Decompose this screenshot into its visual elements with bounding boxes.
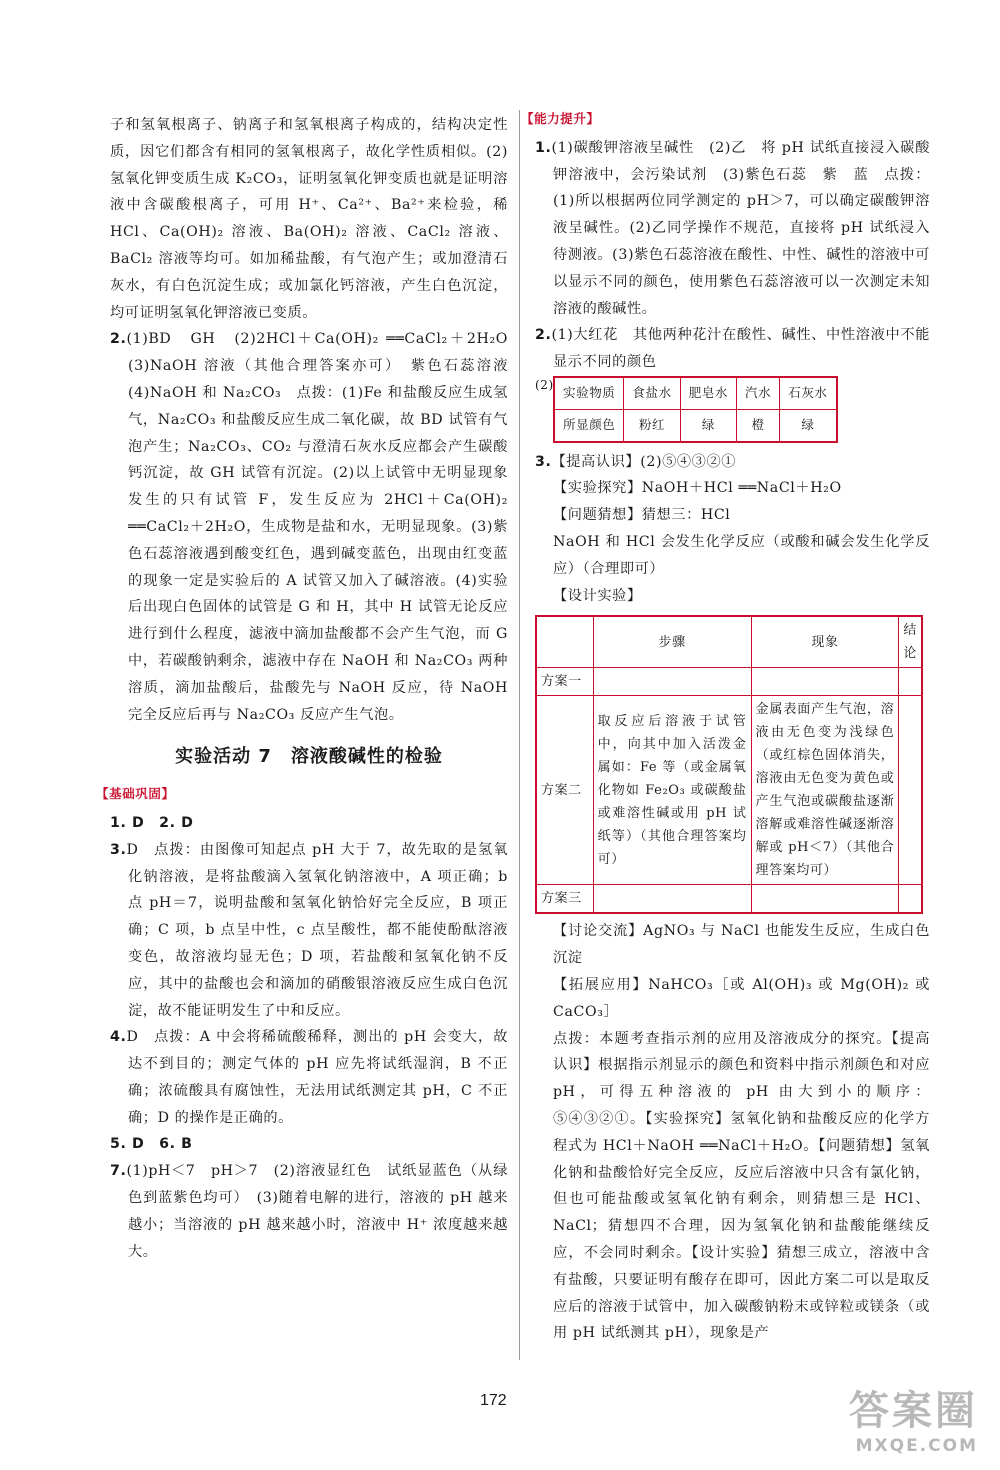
answer-2-text: (1)BD GH (2)2HCl＋Ca(OH)₂ ══CaCl₂＋2H₂O (3)NaOH 溶液（其他合理答案亦可） 紫色石蕊溶液 (4)NaOH 和 Na₂CO₃ 点拨：(1)Fe 和盐酸反应生成氢气，Na₂CO₃ 和盐酸反应生成二氧化碳，故 BD 试管有气泡产生；Na₂CO₃、CO₂ 与澄清石灰水反应都会产生碳酸钙沉淀，故 GH 试管有沉淀。(2)以上试管中无明显现象发生的只有试管 F，发生反应为 2HCl＋Ca(OH)₂ ══CaCl₂＋2H₂O，生成物是盐和水，无明显现象。(3)紫色石蕊溶液遇到酸变红色，遇到碱变蓝色，出现由红变蓝的现象一定是实验后的 A 试管又加入了碱溶液。(4)实验后出现白色固体的试管是 G 和 H，其中 H 试管无论反应进行到什么程度，滤液中滴加盐酸都不会产生气泡，而 G 中，若碳酸钠剩余，滤液中存在 NaOH 和 Na₂CO₃ 两种溶质，滴加盐酸后，盐酸先与 NaOH 反应，待 NaOH 完全反应后再与 Na₂CO₃ 反应产生气泡。 — [126, 331, 523, 723]
answer-r2-text: (1)大红花 其他两种花汁在酸性、碱性、中性溶液中不能显示不同的颜色 — [551, 327, 930, 371]
answer-r3-g: 【拓展应用】NaHCO₃［或 Al(OH)₃ 或 Mg(OH)₂ 或 CaCO₃］ — [553, 976, 930, 1020]
answer-r3-h: 点拨：本题考查指示剂的应用及溶液成分的探究。【提高认识】根据指示剂显示的颜色和资料中指示剂颜色和对应 pH，可得五种溶液的 pH 由大到小的顺序：⑤④③②①。【实验探究】氢氧化钠和盐酸反应的化学方程式为 HCl＋NaOH ══NaCl＋H₂O。【问题猜想】氢氧化钠和盐酸恰好完全反应，反应后溶液中只含有氯化钠，但也可能盐酸或氢氧化钠有剩余，则猜想三是 HCl、NaCl；猜想四不合理，因为氢氧化钠和盐酸能继续反应，不会同时剩余。【设计实验】猜想三成立，溶液中含有盐酸，只要证明有酸存在即可，因此方案二可以是取反应后的溶液于试管中，加入碳酸钠粉末或锌粒或镁条（或用 pH 试纸测其 pH），现象是产 — [553, 1030, 930, 1342]
answer-3 — [110, 837, 508, 1025]
table-cell — [593, 885, 751, 914]
section-ability-label: 【能力提升】 — [521, 111, 600, 126]
table-cell: 食盐水 — [624, 377, 680, 409]
answer-continued: 子和氢氧根离子、钠离子和氢氧根离子构成的，结构决定性质，因它们都含有相同的氢氧根离子，故化学性质相似。(2)氢氧化钾变质生成 K₂CO₃，证明氢氧化钾变质也就是证明溶液中含碳酸根离子，可用 H⁺、Ca²⁺、Ba²⁺来检验，稀 HCl、Ca(OH)₂ 溶液、Ba(OH)₂ 溶液、CaCl₂ 溶液、BaCl₂ 溶液等均可。如加稀盐酸，有气泡产生；或加澄清石灰水，有白色沉淀生成；或加氯化钙溶液，产生白色沉淀，均可证明氢氧化钾溶液已变质。 — [110, 117, 508, 321]
table-cell — [899, 885, 922, 914]
answer-7-text: (1)pH＜7 pH＞7 (2)溶液显红色 试纸显蓝色（从绿色到蓝紫色均可） (3)随着电解的进行，溶液的 pH 越来越小；当溶液的 pH 越来越小时，溶液中 H⁺ 浓度越来越大。 — [126, 1163, 508, 1260]
q-number: 3. — [110, 841, 127, 858]
answer-7 — [110, 1158, 508, 1265]
q-number: 1. — [535, 139, 552, 156]
q-number: 4. — [110, 1029, 127, 1046]
answer-r3-e: 【设计实验】 — [553, 587, 642, 604]
experiment-table — [535, 615, 923, 914]
table-cell: 方案二 — [536, 696, 593, 885]
table-cell — [751, 668, 899, 696]
watermark — [849, 1379, 978, 1456]
answer-4-text: D 点拨：A 中会将稀硫酸稀释，测出的 pH 会变大，故达不到目的；测定气体的 pH 应先将试纸湿润，B 不正确；浓硫酸具有腐蚀性，无法用试纸测定其 pH，C 不正确；D 的操作是正确的。 — [126, 1029, 508, 1126]
table-row — [554, 409, 837, 441]
color-table — [553, 376, 838, 443]
table-row — [536, 668, 922, 696]
table-cell: 现象 — [751, 616, 899, 668]
table-cell: 橙 — [737, 409, 780, 441]
table-cell: 金属表面产生气泡，溶液由无色变为浅绿色（或红棕色固体消失，溶液由无色变为黄色或产生气泡或碳酸盐逐渐溶解或难溶性碱逐渐溶解或 pH＜7）（其他合理答案均可） — [751, 696, 899, 885]
answer-r3-a: 【提高认识】(2)⑤④③②① — [551, 453, 737, 470]
table-cell: 所显颜色 — [554, 409, 624, 441]
table-cell: 绿 — [780, 409, 837, 441]
answer-r3-f: 【讨论交流】AgNO₃ 与 NaCl 也能发生反应，生成白色沉淀 — [553, 923, 930, 967]
table-cell: 方案三 — [536, 885, 593, 914]
sub-label: (2) — [535, 377, 554, 392]
table-cell: 步骤 — [593, 616, 751, 668]
answer-r1 — [535, 135, 930, 323]
q-number: 2. — [535, 327, 552, 344]
table-cell: 肥皂水 — [680, 377, 736, 409]
table-cell — [751, 885, 899, 914]
table-header-row — [536, 616, 922, 668]
table-header-row — [554, 377, 837, 409]
table-cell: 取反应后溶液于试管中，向其中加入活泼金属如：Fe 等（或金属氧化物如 Fe₂O₃ 或碳酸盐或难溶性碱或用 pH 试纸等）（其他合理答案均可） — [593, 696, 751, 885]
table-cell: 结论 — [899, 616, 922, 668]
table-cell: 实验物质 — [554, 377, 624, 409]
answer-4 — [110, 1024, 508, 1131]
watermark-logo: 答案圈 — [849, 1388, 978, 1434]
answer-r1-text: (1)碳酸钾溶液呈碱性 (2)乙 将 pH 试纸直接浸入碳酸钾溶液中，会污染试剂 (3)紫色石蕊 紫 蓝 点拨：(1)所以根据两位同学测定的 pH＞7，可以确定碳酸钾溶液呈碱性。(2)乙同学操作不规范，直接将 pH 试纸浸入待测液。(3)紫色石蕊溶液在酸性、中性、碱性的溶液中可以显示不同的颜色，使用紫色石蕊溶液可以一次测定未知溶液的酸碱性。 — [551, 139, 930, 317]
table-cell — [899, 668, 922, 696]
table-cell — [899, 696, 922, 885]
table-row — [536, 696, 922, 885]
answer-r3 — [535, 449, 930, 476]
section-basic-label: 【基础巩固】 — [96, 786, 175, 802]
column-divider — [519, 110, 520, 1360]
table-cell: 石灰水 — [780, 377, 837, 409]
table-cell: 汽水 — [737, 377, 780, 409]
page-number: 172 — [480, 1392, 507, 1409]
answer-5-6: 5. D 6. B — [110, 1136, 193, 1153]
table-cell — [593, 668, 751, 696]
q-number: 2. — [110, 331, 127, 348]
table-cell — [536, 616, 593, 668]
answer-r2 — [535, 322, 930, 376]
color-table-wrap — [535, 376, 930, 443]
left-column — [96, 112, 523, 1265]
section-title: 实验活动 7 溶液酸碱性的检验 — [175, 746, 443, 768]
q-number: 7. — [110, 1163, 127, 1180]
answer-r3-d: NaOH 和 HCl 会发生化学反应（或酸和碱会发生化学反应）（合理即可） — [553, 533, 930, 577]
watermark-url: MXQE.COM — [855, 1436, 978, 1456]
answer-r3-b: 【实验探究】NaOH＋HCl ══NaCl＋H₂O — [553, 480, 842, 497]
table-cell: 粉红 — [624, 409, 680, 441]
table-cell: 方案一 — [536, 668, 593, 696]
table-cell: 绿 — [680, 409, 736, 441]
q-number: 3. — [535, 453, 552, 470]
table-row — [536, 885, 922, 914]
answer-1-2: 1. D 2. D — [110, 814, 194, 831]
answer-3-text: D 点拨：由图像可知起点 pH 大于 7，故先取的是氢氧化钠溶液，是将盐酸滴入氢氧化钠溶液中，A 项正确；b 点 pH＝7，说明盐酸和氢氧化钠恰好完全反应，B 项正确；C 项，b 点呈中性，c 点呈酸性，都不能使酚酞溶液变色，故溶液均显无色；D 项，若盐酸和氢氧化钠不反应，其中的盐酸也会和滴加的硝酸银溶液反应生成白色沉淀，故不能证明发生了中和反应。 — [126, 841, 508, 1019]
answer-2 — [110, 326, 523, 728]
answer-r3-c: 【问题猜想】猜想三：HCl — [553, 507, 731, 524]
right-column — [521, 111, 930, 1347]
